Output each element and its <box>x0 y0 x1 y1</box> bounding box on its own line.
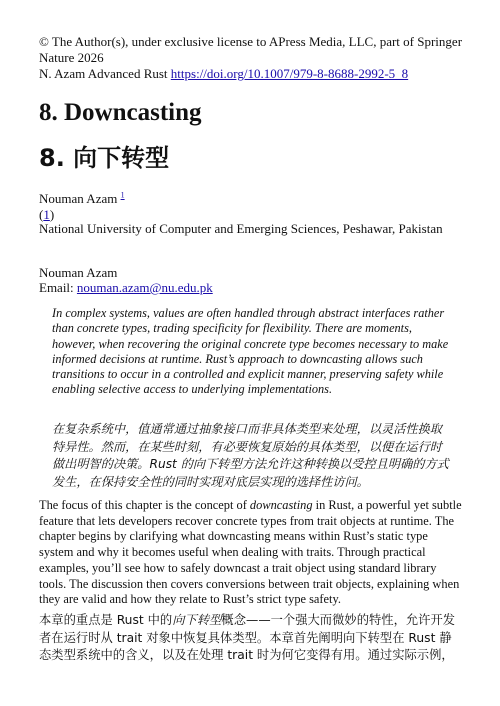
email-link[interactable]: nouman.azam@nu.edu.pk <box>76 280 213 295</box>
chapter-title: 8. Downcasting <box>39 99 202 126</box>
abstract-chinese: 在复杂系统中，值通常通过抽象接口而非具体类型来处理，以灵活性换取特异性。然而，在某些时刻，有必要恢复原始的具体类型，以便在运行时做出明智的决策。Rust 的向下转型方法允许这种转换以受控且明确的方式发生，在保持安全性的同时实现对底层实现的选择性访问。 <box>52 422 449 489</box>
contact-name: Nouman Azam <box>39 265 118 280</box>
citation-line <box>39 66 463 82</box>
body-en-text-2: in Rust, a powerful yet subtle feature that lets developers recover concrete types from trait objects at runtime. The chapter begins by clarifying what downcasting means within Rust’s static type system and why it becomes useful when dealing with traits. Through practical examples, you’ll see how to safely downcast a trait object using standard library tools. The discussion then covers conversions between trait objects, explaining when they are valid and how they relate to Rust’s strict type safety. <box>39 498 462 607</box>
affiliation-ref-link[interactable]: 1 <box>43 207 50 222</box>
body-cn-text-2: 概念——一个强大而微妙的特性，允许开发者在运行时从 trait 对象中恢复具体类型。本章首先阐明向下转型在 Rust 静态类型系统中的含义，以及在处理 trait 时为何它变得有用。通过实际示例， <box>39 613 456 663</box>
email-line <box>39 280 213 296</box>
author-name: Nouman Azam <box>39 191 118 206</box>
chapter-title-chinese: 8. 向下转型 <box>39 144 170 172</box>
body-cn-text-1: 本章的重点是 Rust 中的 <box>39 613 173 627</box>
citation-text: N. Azam Advanced Rust <box>39 66 168 81</box>
body-en-text-1: The focus of this chapter is the concept of <box>39 498 250 512</box>
author-footnote <box>121 191 125 200</box>
affiliation: National University of Computer and Emerging Sciences, Peshawar, Pakistan <box>39 221 443 236</box>
body-en-emphasis: downcasting <box>249 498 313 512</box>
publication-header <box>39 34 463 82</box>
body-paragraph-english <box>39 498 463 608</box>
document-page <box>39 34 463 663</box>
email-label: Email: <box>39 280 74 295</box>
author-footnote-link[interactable]: 1 <box>120 190 125 200</box>
author-line <box>39 191 125 207</box>
body-paragraph-chinese <box>39 612 463 665</box>
body-cn-emphasis: 向下转型 <box>172 613 222 627</box>
abstract-english: In complex systems, values are often handled through abstract interfaces rather than concrete types, trading specificity for flexibility. There are moments, however, when recovering the original concrete type becomes necessary to make informed decisions at runtime. Rust’s approach to downcasting allows such transitions to occur in a controlled and explicit manner, preserving safety while enabling selective access to underlying implementations. <box>52 306 449 397</box>
affiliation-ref-open: ( <box>39 207 44 222</box>
copyright-notice: © The Author(s), under exclusive license to APress Media, LLC, part of Springer Nature 2026 <box>39 34 463 65</box>
doi-link[interactable]: https://doi.org/10.1007/979-8-8688-2992-5_8 <box>170 66 409 81</box>
affiliation-ref-close: ) <box>49 207 55 222</box>
